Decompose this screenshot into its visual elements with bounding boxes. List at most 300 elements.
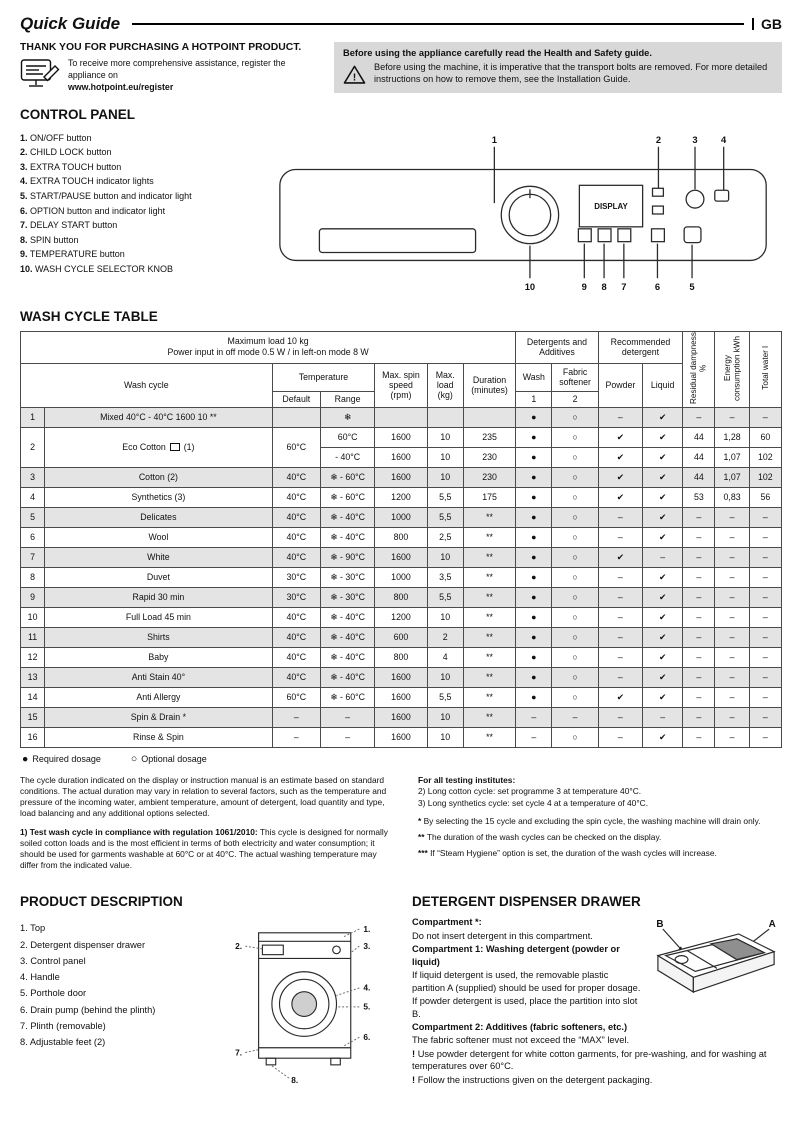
cell-range: ❄ - 30°C: [320, 587, 374, 607]
cell-liquid: ✔: [643, 527, 683, 547]
cell-spin: 1600: [375, 547, 427, 567]
cell-load: 10: [427, 427, 463, 447]
cell-range: - 40°C: [320, 447, 374, 467]
wash-cycle-row: [21, 587, 782, 607]
cell-spin: 1600: [375, 727, 427, 747]
cell-powder: ✔: [598, 427, 642, 447]
wash-cycle-name: Duvet: [45, 567, 272, 587]
cell-range: ❄ - 40°C: [320, 667, 374, 687]
cell-water: 56: [749, 487, 781, 507]
callout-6: 6: [654, 280, 661, 292]
wash-cycle-row: [21, 687, 782, 707]
wash-cycle-name: White: [45, 547, 272, 567]
col-duration: Duration (minutes): [463, 363, 515, 407]
cell-damp: –: [683, 647, 715, 667]
table-capacity-note: Maximum load 10 kg Power input in off mode 0.5 W / in left-on mode 8 W: [21, 331, 516, 363]
cell-load: 2: [427, 627, 463, 647]
cell-wash: ●: [516, 507, 552, 527]
cell-powder: –: [598, 647, 642, 667]
cell-range: ❄ - 40°C: [320, 627, 374, 647]
temperature-default: 30°C: [272, 587, 320, 607]
control-panel-list: [20, 129, 264, 296]
cell-spin: 1600: [375, 707, 427, 727]
cell-spin: 1200: [375, 607, 427, 627]
cell-powder: ✔: [598, 447, 642, 467]
cell-energy: –: [715, 547, 749, 567]
wash-cycle-row: [21, 607, 782, 627]
start-pause-button: [684, 226, 701, 242]
cell-duration: **: [463, 667, 515, 687]
language-badge: GB: [761, 16, 782, 32]
wash-cycle-number: 7: [21, 547, 45, 567]
register-instruction: To receive more comprehensive assistance, register the appliance on: [68, 58, 286, 80]
cell-liquid: ✔: [643, 407, 683, 427]
col-liquid: Liquid: [643, 363, 683, 407]
cell-liquid: ✔: [643, 467, 683, 487]
cell-liquid: ✔: [643, 627, 683, 647]
col-temp-default: Default: [272, 391, 320, 407]
cell-powder: –: [598, 527, 642, 547]
cell-damp: –: [683, 687, 715, 707]
wash-cycle-name: Full Load 45 min: [45, 607, 272, 627]
cell-wash: ●: [516, 567, 552, 587]
cell-soft: ○: [552, 607, 598, 627]
wash-cycle-name: Spin & Drain *: [45, 707, 272, 727]
cell-soft: ○: [552, 407, 598, 427]
cell-damp: –: [683, 547, 715, 567]
wash-cycle-name: Mixed 40°C - 40°C 1600 10 **: [45, 407, 272, 427]
cell-powder: –: [598, 587, 642, 607]
cell-damp: –: [683, 527, 715, 547]
cell-duration: 235: [463, 427, 515, 447]
cell-soft: ○: [552, 507, 598, 527]
cell-load: 5,5: [427, 587, 463, 607]
cell-duration: **: [463, 727, 515, 747]
cell-water: –: [749, 507, 781, 527]
cell-water: –: [749, 587, 781, 607]
product-part-item: 2. Detergent dispenser drawer: [20, 939, 146, 950]
control-panel-list-item: 10. WASH CYCLE SELECTOR KNOB: [20, 263, 174, 274]
header-rule-tick: [752, 18, 754, 30]
callout-10: 10: [524, 280, 536, 292]
detergent-paragraph: Compartment 2: Additives (fabric softeners, etc.): [412, 1022, 628, 1032]
cell-duration: **: [463, 527, 515, 547]
cell-energy: –: [715, 507, 749, 527]
cell-range: ❄ - 60°C: [320, 487, 374, 507]
callout-4: 4: [721, 133, 727, 145]
cell-soft: ○: [552, 727, 598, 747]
cell-water: 102: [749, 467, 781, 487]
cell-damp: –: [683, 407, 715, 427]
callout-9: 9: [581, 280, 587, 292]
detergent-paragraph: ! Use powder detergent for white cotton garments, for pre-washing, and for washing at temperatures over 60°C.: [412, 1048, 767, 1072]
cell-powder: ✔: [598, 547, 642, 567]
cell-damp: 53: [683, 487, 715, 507]
cell-range: 60°C: [320, 427, 374, 447]
cell-liquid: ✔: [643, 667, 683, 687]
temperature-default: 60°C: [272, 427, 320, 467]
cell-range: ❄ - 40°C: [320, 507, 374, 527]
cell-energy: 0,83: [715, 487, 749, 507]
product-part-item: 8. Adjustable feet (2): [20, 1037, 106, 1048]
wash-cycle-row: [21, 667, 782, 687]
wash-cycle-name: Baby: [45, 647, 272, 667]
col-wash-number: 1: [516, 391, 552, 407]
cell-soft: ○: [552, 467, 598, 487]
cell-powder: –: [598, 707, 642, 727]
extra-touch-button: [686, 190, 704, 208]
cell-duration: 175: [463, 487, 515, 507]
wash-cycle-name: Wool: [45, 527, 272, 547]
transport-bolts-note: Before using the machine, it is imperative that the transport bolts are removed. For more detailed instructions on how to remove them, see the Installation Guide.: [374, 62, 768, 84]
col-detergents-additives: Detergents and Additives: [516, 331, 599, 363]
wash-cycle-number: 14: [21, 687, 45, 707]
warning-triangle-icon: [343, 64, 366, 85]
cell-load: 4: [427, 647, 463, 667]
footnotes-left: [20, 775, 392, 880]
cell-range: ❄ - 90°C: [320, 547, 374, 567]
cell-energy: –: [715, 607, 749, 627]
cell-water: –: [749, 627, 781, 647]
cell-range: ❄ - 40°C: [320, 607, 374, 627]
product-description-section: [20, 881, 388, 1094]
wash-cycle-number: 11: [21, 627, 45, 647]
part-callout-1: 1.: [363, 924, 371, 935]
cell-load: 5,5: [427, 487, 463, 507]
wash-cycle-row: [21, 647, 782, 667]
cell-spin: 800: [375, 527, 427, 547]
cycle-duration-note: The cycle duration indicated on the display or instruction manual is an estimate based on standard conditions. The actual duration may vary in relation to several factors, such as the temperature and pressure of the incoming water, ambient temperature, amount of detergent, load quantity and type, load balancing and any additional options selected.: [20, 774, 387, 818]
cell-powder: –: [598, 607, 642, 627]
cell-load: 10: [427, 707, 463, 727]
col-fabric-softener: Fabric softener: [552, 363, 598, 391]
wash-cycle-rows: [21, 407, 782, 747]
page-header: [20, 12, 782, 36]
star-note: *** If “Steam Hygiene” option is set, the duration of the wash cycles will increase.: [418, 848, 717, 859]
cell-duration: 230: [463, 467, 515, 487]
cell-energy: –: [715, 567, 749, 587]
cell-spin: 1600: [375, 667, 427, 687]
cell-water: –: [749, 527, 781, 547]
temperature-default: 40°C: [272, 607, 320, 627]
cell-liquid: –: [643, 707, 683, 727]
cell-wash: –: [516, 727, 552, 747]
cell-spin: 800: [375, 587, 427, 607]
cell-powder: ✔: [598, 467, 642, 487]
wash-cycle-number: 6: [21, 527, 45, 547]
part-callout-6: 6.: [363, 1032, 371, 1043]
cell-soft: ○: [552, 487, 598, 507]
cell-water: –: [749, 567, 781, 587]
wash-cycle-number: 8: [21, 567, 45, 587]
control-panel-list-item: 3. EXTRA TOUCH button: [20, 161, 122, 172]
cell-liquid: ✔: [643, 727, 683, 747]
spin-button: [598, 228, 611, 241]
detergent-paragraph: The fabric softener must not exceed the “MAX” level.: [412, 1035, 630, 1046]
thank-you-text: THANK YOU FOR PURCHASING A HOTPOINT PRODUCT.: [20, 42, 302, 53]
detergent-paragraph: Compartment 1: Washing detergent (powder or liquid): [412, 944, 620, 967]
cell-soft: ○: [552, 447, 598, 467]
cell-load: 3,5: [427, 567, 463, 587]
wash-cycle-number: 15: [21, 707, 45, 727]
cell-spin: [375, 407, 427, 427]
product-part-item: 1. Top: [20, 923, 46, 934]
cell-damp: –: [683, 707, 715, 727]
detergent-drawer-heading: DETERGENT DISPENSER DRAWER: [412, 894, 641, 910]
cell-spin: 600: [375, 627, 427, 647]
callout-2: 2: [655, 133, 662, 145]
wash-cycle-row: [21, 427, 782, 447]
cell-load: 10: [427, 667, 463, 687]
part-callout-3: 3.: [363, 941, 371, 952]
cell-liquid: ✔: [643, 647, 683, 667]
col-wash: Wash: [516, 363, 552, 391]
col-recommended-detergent: Recommended detergent: [598, 331, 683, 363]
cell-water: –: [749, 667, 781, 687]
cell-energy: –: [715, 647, 749, 667]
cell-liquid: ✔: [643, 587, 683, 607]
cell-load: 5,5: [427, 687, 463, 707]
cell-damp: –: [683, 567, 715, 587]
cell-wash: ●: [516, 647, 552, 667]
col-softener-number: 2: [552, 391, 598, 407]
col-temperature: Temperature: [272, 363, 375, 391]
cell-duration: **: [463, 547, 515, 567]
extra-touch-indicator-lights: [715, 190, 729, 201]
cell-soft: ○: [552, 527, 598, 547]
control-panel-list-item: 9. TEMPERATURE button: [20, 249, 125, 260]
cell-damp: –: [683, 507, 715, 527]
col-total-water: Total water l: [749, 331, 781, 407]
cell-energy: –: [715, 687, 749, 707]
cell-range: –: [320, 707, 374, 727]
register-url: www.hotpoint.eu/register: [68, 81, 174, 92]
callout-8: 8: [601, 280, 607, 292]
control-panel-list-item: 4. EXTRA TOUCH indicator lights: [20, 176, 154, 187]
col-powder: Powder: [598, 363, 642, 407]
cell-wash: ●: [516, 667, 552, 687]
cell-load: 5,5: [427, 507, 463, 527]
wash-cycle-name: Rapid 30 min: [45, 587, 272, 607]
cell-liquid: ✔: [643, 447, 683, 467]
header-rule: [132, 23, 744, 26]
cell-spin: 1000: [375, 507, 427, 527]
cell-energy: –: [715, 707, 749, 727]
cell-liquid: ✔: [643, 687, 683, 707]
cell-soft: –: [552, 707, 598, 727]
cell-water: –: [749, 647, 781, 667]
wash-cycle-row: [21, 707, 782, 727]
wash-cycle-row: [21, 567, 782, 587]
cell-water: 60: [749, 427, 781, 447]
thank-you-block: [20, 42, 320, 94]
safety-guide-note: Before using the appliance carefully read the Health and Safety guide.: [343, 48, 652, 58]
cell-energy: –: [715, 627, 749, 647]
cell-liquid: –: [643, 547, 683, 567]
cell-spin: 800: [375, 647, 427, 667]
wash-cycle-name: Anti Allergy: [45, 687, 272, 707]
cell-wash: ●: [516, 407, 552, 427]
control-panel-list-item: 7. DELAY START button: [20, 220, 118, 231]
institute-notes: [418, 786, 782, 809]
cell-range: ❄ - 40°C: [320, 647, 374, 667]
cell-spin: 1600: [375, 687, 427, 707]
temperature-button: [578, 228, 591, 241]
cell-powder: –: [598, 407, 642, 427]
cell-powder: –: [598, 507, 642, 527]
temperature-default: 40°C: [272, 667, 320, 687]
cell-wash: ●: [516, 527, 552, 547]
cell-wash: ●: [516, 487, 552, 507]
warning-exclamation: !: [352, 71, 357, 84]
control-panel-section: [20, 129, 782, 296]
cell-duration: **: [463, 607, 515, 627]
cell-water: –: [749, 687, 781, 707]
wash-cycle-name: Shirts: [45, 627, 272, 647]
cell-range: ❄ - 30°C: [320, 567, 374, 587]
cell-soft: ○: [552, 667, 598, 687]
product-part-item: 6. Drain pump (behind the plinth): [20, 1004, 156, 1015]
wash-cycle-table: [20, 331, 782, 748]
cell-liquid: ✔: [643, 607, 683, 627]
optional-dosage-icon: ○: [130, 752, 138, 765]
child-lock-button: [653, 188, 664, 196]
intro-row: [20, 42, 782, 94]
legend-required: ● Required dosage: [22, 752, 101, 765]
product-part-item: 3. Control panel: [20, 955, 86, 966]
cell-powder: ✔: [598, 687, 642, 707]
test-cycle-note: 1) Test wash cycle in compliance with regulation 1061/2010: This cycle is designed for normally soiled cotton loads and is the most efficient in terms of both electricity and water consumption; it should be used for garments washable at 60°C or at 40°C. The actual washing temperature may differ from the indicated value.: [20, 827, 388, 871]
wash-cycle-number: 3: [21, 467, 45, 487]
product-description-heading: PRODUCT DESCRIPTION: [20, 894, 183, 910]
option-button: [652, 228, 665, 241]
temperature-default: 40°C: [272, 467, 320, 487]
star-note: ** The duration of the wash cycles can be checked on the display.: [418, 832, 662, 842]
part-callout-8: 8.: [291, 1075, 299, 1086]
institute-note: 3) Long synthetics cycle: set cycle 4 at a temperature of 40°C.: [418, 797, 649, 808]
page-title: Quick Guide: [20, 14, 121, 33]
cell-wash: ●: [516, 587, 552, 607]
detergent-drawer-section: [412, 881, 782, 1094]
washing-machine-diagram: [232, 916, 384, 1094]
cell-load: 10: [427, 547, 463, 567]
callout-1: 1: [491, 133, 497, 145]
cell-duration: **: [463, 707, 515, 727]
delay-start-button: [618, 228, 631, 241]
cell-duration: **: [463, 687, 515, 707]
dispenser-drawer: [262, 946, 283, 956]
panel-label-area: [319, 228, 475, 252]
cell-liquid: ✔: [643, 487, 683, 507]
cell-range: ❄ - 40°C: [320, 527, 374, 547]
cell-liquid: ✔: [643, 567, 683, 587]
partition-slot-b-label: B: [656, 919, 664, 931]
part-callout-7: 7.: [235, 1047, 243, 1058]
cell-load: 10: [427, 607, 463, 627]
wash-cycle-table-heading: WASH CYCLE TABLE: [20, 308, 158, 324]
wash-cycle-row: [21, 547, 782, 567]
wash-cycle-name: Eco Cotton (1): [45, 427, 272, 467]
cell-water: –: [749, 707, 781, 727]
cell-damp: –: [683, 627, 715, 647]
cell-water: –: [749, 607, 781, 627]
institute-note: 2) Long cotton cycle: set programme 3 at temperature 40°C.: [418, 785, 642, 796]
product-part-item: 4. Handle: [20, 972, 60, 983]
temperature-default: –: [272, 707, 320, 727]
cell-soft: ○: [552, 687, 598, 707]
control-panel-list-item: 5. START/PAUSE button and indicator light: [20, 190, 192, 201]
temperature-default: 60°C: [272, 687, 320, 707]
cell-damp: 44: [683, 467, 715, 487]
wash-cycle-row: [21, 727, 782, 747]
wash-cycle-number: 9: [21, 587, 45, 607]
cell-wash: ●: [516, 547, 552, 567]
temperature-default: 30°C: [272, 567, 320, 587]
wash-cycle-name: Rinse & Spin: [45, 727, 272, 747]
wash-cycle-row: [21, 527, 782, 547]
cell-duration: **: [463, 647, 515, 667]
dosage-legend: [22, 753, 782, 765]
wash-cycle-number: 12: [21, 647, 45, 667]
cell-powder: –: [598, 627, 642, 647]
register-appliance-icon: [20, 58, 60, 90]
control-panel-outline: [280, 169, 766, 260]
cell-range: ❄ - 60°C: [320, 467, 374, 487]
panel-knob: [333, 946, 341, 954]
required-dosage-icon: ●: [22, 752, 29, 765]
control-panel-list-item: 1. ON/OFF button: [20, 132, 92, 143]
cell-duration: **: [463, 587, 515, 607]
col-residual-dampness: Residual dampness %: [683, 331, 715, 407]
wash-cycle-number: 1: [21, 407, 45, 427]
cell-wash: ●: [516, 627, 552, 647]
wash-cycle-number: 2: [21, 427, 45, 467]
cell-energy: –: [715, 407, 749, 427]
cell-water: 102: [749, 447, 781, 467]
detergent-paragraph: ! Follow the instructions given on the detergent packaging.: [412, 1074, 653, 1085]
star-note: * By selecting the 15 cycle and excluding the spin cycle, the washing machine will drain only.: [418, 815, 761, 826]
cell-wash: ●: [516, 467, 552, 487]
detergent-paragraph: Do not insert detergent in this compartment.: [412, 930, 593, 941]
cell-water: –: [749, 727, 781, 747]
cell-energy: –: [715, 667, 749, 687]
cell-duration: [463, 407, 515, 427]
cell-load: 10: [427, 447, 463, 467]
cell-duration: **: [463, 507, 515, 527]
control-panel-list-item: 8. SPIN button: [20, 234, 79, 245]
cell-spin: 1200: [375, 487, 427, 507]
cell-soft: ○: [552, 547, 598, 567]
wash-cycle-name: Delicates: [45, 507, 272, 527]
cell-damp: –: [683, 607, 715, 627]
cell-damp: –: [683, 667, 715, 687]
footnotes-right: [418, 775, 782, 880]
cell-soft: ○: [552, 427, 598, 447]
cell-spin: 1600: [375, 467, 427, 487]
col-energy-consumption: Energy consumption kWh: [715, 331, 749, 407]
cell-spin: 1600: [375, 427, 427, 447]
adjustable-foot: [266, 1059, 276, 1066]
product-parts-list: [20, 916, 226, 1094]
cell-soft: ○: [552, 567, 598, 587]
cell-load: 10: [427, 467, 463, 487]
testing-institutes-heading: For all testing institutes:: [418, 774, 516, 785]
detergent-paragraph: If liquid detergent is used, the removable plastic partition A (supplied) should be used for proper dosage.: [412, 970, 641, 993]
cell-energy: 1,07: [715, 467, 749, 487]
cell-wash: ●: [516, 427, 552, 447]
col-temp-range: Range: [320, 391, 374, 407]
cell-energy: –: [715, 527, 749, 547]
